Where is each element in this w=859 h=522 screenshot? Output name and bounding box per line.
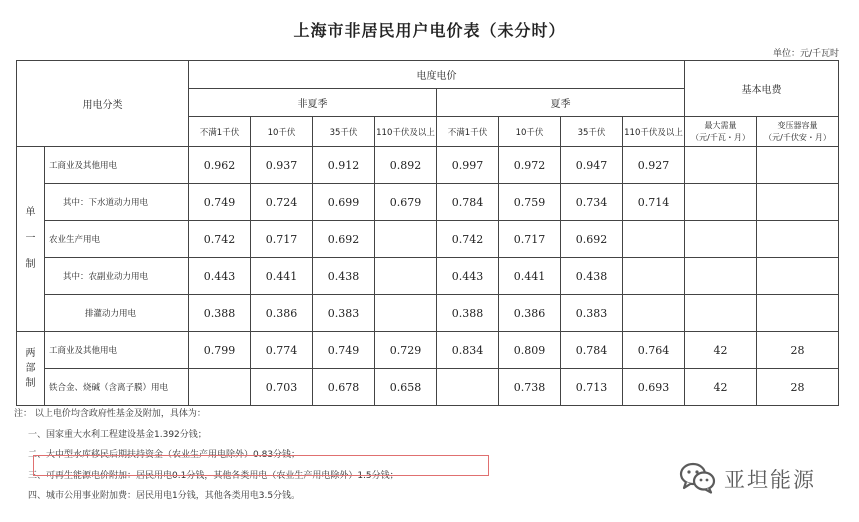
price-cell: 0.383 [313,295,375,332]
price-cell: 42 [685,332,757,369]
price-cell [623,258,685,295]
price-cell: 0.383 [561,295,623,332]
price-cell: 0.742 [189,221,251,258]
price-cell: 0.438 [313,258,375,295]
price-cell: 0.774 [251,332,313,369]
price-cell [375,295,437,332]
voltage-header: 35千伏 [313,117,375,147]
price-cell: 42 [685,369,757,406]
price-cell: 0.658 [375,369,437,406]
price-cell: 0.724 [251,184,313,221]
max-demand-unit: （元/千瓦・月） [691,132,750,142]
price-cell [757,258,839,295]
max-demand-label: 最大需量 [704,120,737,130]
price-cell: 0.834 [437,332,499,369]
price-cell [757,184,839,221]
price-cell: 28 [757,332,839,369]
price-cell [757,295,839,332]
logo-text: 亚坦能源 [724,468,816,492]
price-cell: 0.738 [499,369,561,406]
price-cell [437,369,499,406]
price-cell: 0.692 [313,221,375,258]
price-cell: 0.962 [189,147,251,184]
table-row [17,332,839,369]
price-cell: 0.972 [499,147,561,184]
voltage-header: 10千伏 [251,117,313,147]
price-cell [685,147,757,184]
voltage-header: 不满1千伏 [189,117,251,147]
price-cell: 0.937 [251,147,313,184]
wechat-icon [678,460,718,498]
note-item: 四、城市公用事业附加费：居民用电1分钱，其他各类用电3.5分钱。 [28,491,301,501]
price-cell: 0.441 [499,258,561,295]
price-cell: 0.912 [313,147,375,184]
price-cell: 0.784 [561,332,623,369]
summer-header: 夏季 [437,89,685,117]
table-row [17,369,839,406]
price-cell: 0.386 [499,295,561,332]
price-cell: 0.703 [251,369,313,406]
price-cell: 0.693 [623,369,685,406]
notes-prefix: 注： [14,409,33,419]
max-demand-header [685,117,757,147]
page-title: 上海市非居民用户电价表（未分时） [293,21,566,40]
price-cell: 0.734 [561,184,623,221]
transformer-label: 变压器容量 [777,120,818,130]
price-cell: 0.927 [623,147,685,184]
row-label: 排灌动力用电 [45,295,189,332]
voltage-header: 10千伏 [499,117,561,147]
price-cell: 0.388 [189,295,251,332]
price-cell [623,221,685,258]
price-cell: 0.759 [499,184,561,221]
price-cell: 0.443 [437,258,499,295]
price-cell [685,295,757,332]
price-cell [189,369,251,406]
price-cell: 0.729 [375,332,437,369]
note-item: 一、国家重大水利工程建设基金1.392分钱； [28,429,207,440]
price-cell: 0.749 [313,332,375,369]
watermark-logo [678,459,846,499]
price-cell [757,147,839,184]
price-cell: 0.443 [189,258,251,295]
voltage-header: 110千伏及以上 [623,117,685,147]
price-cell: 0.386 [251,295,313,332]
price-cell [623,295,685,332]
table-row [17,258,839,295]
energy-price-header: 电度电价 [189,61,685,89]
price-cell: 0.809 [499,332,561,369]
price-cell [375,221,437,258]
row-label: 工商业及其他用电 [45,332,189,369]
table-row [17,147,839,184]
price-cell: 0.742 [437,221,499,258]
price-cell: 0.692 [561,221,623,258]
notes-intro: 以上电价均含政府性基金及附加，具体为： [34,409,206,419]
price-cell: 0.441 [251,258,313,295]
table-row [17,295,839,332]
row-label: 铁合金、烧碱（含离子膜）用电 [45,369,189,406]
price-cell [685,258,757,295]
single-system-label: 单一制 [17,147,45,332]
price-cell [685,184,757,221]
voltage-header: 110千伏及以上 [375,117,437,147]
price-cell [375,258,437,295]
price-table [16,60,839,406]
price-cell [685,221,757,258]
price-cell: 0.717 [251,221,313,258]
price-cell: 28 [757,369,839,406]
highlight-box [33,455,489,476]
price-cell: 0.717 [499,221,561,258]
transformer-unit: （元/千伏安・月） [764,132,831,142]
basic-fee-header: 基本电费 [685,61,839,117]
price-cell: 0.997 [437,147,499,184]
table-row [17,184,839,221]
price-cell: 0.388 [437,295,499,332]
price-cell: 0.714 [623,184,685,221]
price-cell: 0.679 [375,184,437,221]
two-part-system-label: 两部制 [17,332,45,406]
category-header: 用电分类 [17,61,189,147]
notes-intro-line [14,404,399,425]
non-summer-header: 非夏季 [189,89,437,117]
price-cell [757,221,839,258]
price-cell: 0.892 [375,147,437,184]
row-label: 其中：农副业动力用电 [45,258,189,295]
row-label: 农业生产用电 [45,221,189,258]
price-cell: 0.678 [313,369,375,406]
price-cell: 0.784 [437,184,499,221]
price-cell: 0.764 [623,332,685,369]
price-cell: 0.749 [189,184,251,221]
price-cell: 0.699 [313,184,375,221]
row-label: 其中：下水道动力用电 [45,184,189,221]
price-cell: 0.799 [189,332,251,369]
row-label: 工商业及其他用电 [45,147,189,184]
voltage-header: 不满1千伏 [437,117,499,147]
note-item: 三、可再生能源电价附加：居民用电0.1分钱，其他各类用电（农业生产用电除外）1.5分钱； [28,470,399,481]
table-row [17,221,839,258]
unit-label: 单位：元/千瓦时 [772,49,839,59]
voltage-header: 35千伏 [561,117,623,147]
price-cell: 0.438 [561,258,623,295]
note-item: 二、大中型水库移民后期扶持资金（农业生产用电除外）0.83分钱； [28,450,301,460]
transformer-header [757,117,839,147]
price-cell: 0.947 [561,147,623,184]
price-cell: 0.713 [561,369,623,406]
